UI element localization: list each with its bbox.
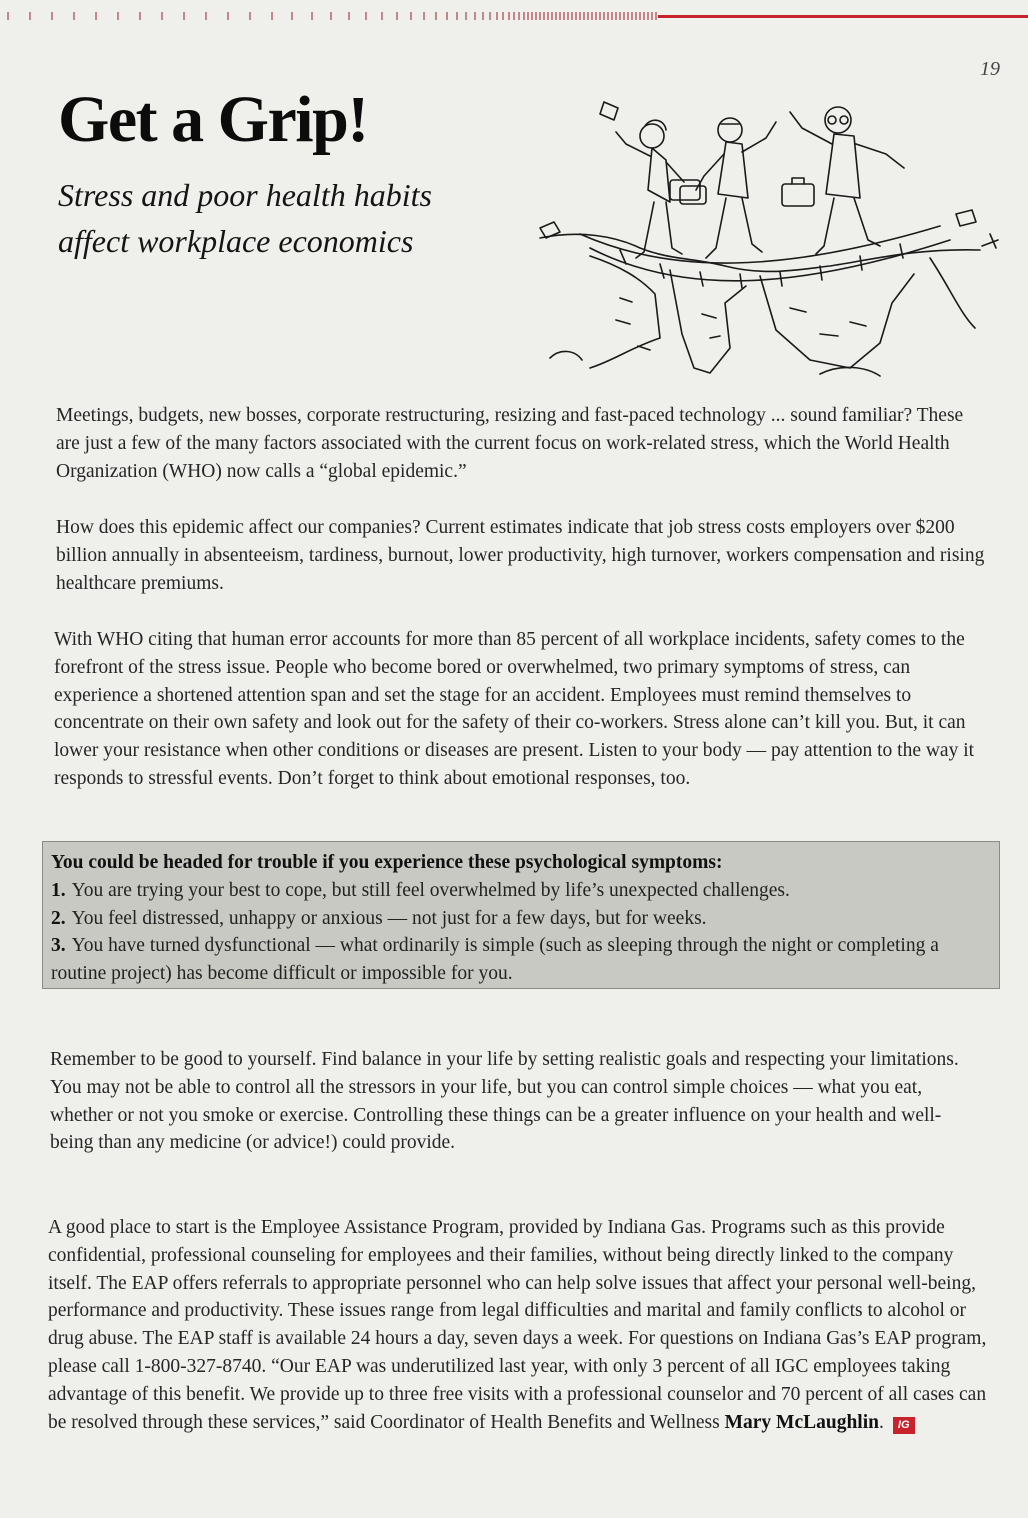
closing-text: A good place to start is the Employee Assistance Program, provided by Indiana Gas. Programs such as this provide confidential, professional counseling for employees and their families, without being directly linked to the company itself. The EAP offers referrals to appropriate personnel who can help solve issues that affect your personal well-being, performance and productivity. These issues range from legal difficulties and marital and family conflicts to alcohol or drug abuse. The EAP staff is available 24 hours a day, seven days a week. For questions on Indiana Gas’s EAP program, please call 1-800-327-8740. “Our EAP was underutilized last year, with only 3 percent of all IGC employees taking advantage of this benefit. We provide up to three free visits with a professional counselor and 70 percent of all cases can be resolved through these services,” said Coordinator of Health Benefits and Wellness [48,1217,987,1433]
symptom-item [51,905,991,933]
subtitle-line: Stress and poor health habits [58,177,432,213]
body-paragraph: How does this epidemic affect our companies? Current estimates indicate that job stress costs employers over $200 billion annually in absenteeism, tardiness, burnout, lower productivity, high turnover, workers compensation and rising healthcare premiums. [56,517,985,594]
body-paragraph-closing [48,1214,998,1436]
symptom-text: You have turned dysfunctional — what ordinarily is simple (such as sleeping through the night or completing a routine project) has become difficult or impossible for you. [51,935,939,985]
cartoon-office-workers-crossing-chasm-icon [520,98,1000,380]
symptom-item [51,932,991,988]
symptom-number: 3. [51,935,66,957]
closing-period: . [878,1411,884,1433]
body-paragraph: Meetings, budgets, new bosses, corporate restructuring, resizing and fast-paced technology ... sound familiar? These are just a few of the many factors associated with the current focus on work-related stress, which the World Health Organization (WHO) now calls a “global epidemic.” [56,405,964,482]
page-number: 19 [980,58,1000,80]
author-name: Mary McLaughlin [724,1411,879,1433]
symptom-item [51,877,991,905]
symptom-text: You feel distressed, unhappy or anxious — not just for a few days, but for weeks. [71,907,707,929]
top-rule-decoration [0,0,1028,30]
symptom-number: 1. [51,879,66,901]
body-paragraph: With WHO citing that human error accounts for more than 85 percent of all workplace incidents, safety comes to the forefront of the stress issue. People who become bored or overwhelmed, two primary symptoms of stress, can experience a shortened attention span and set the stage for an accident. Employees must remind themselves to concentrate on their own safety and look out for the safety of their co-workers. Stress alone can’t kill you. But, it can lower your resistance when other conditions or diseases are present. Listen to your body — pay attention to the way it responds to stressful events. Don’t forget to think about emotional responses, too. [54,629,975,789]
ig-logo-icon: IG [893,1417,915,1434]
symptom-text: You are trying your best to cope, but still feel overwhelmed by life’s unexpected challenges. [71,879,790,901]
symptom-number: 2. [51,907,66,929]
body-paragraph: Remember to be good to yourself. Find balance in your life by setting realistic goals and respecting your limitations. You may not be able to control all the stressors in your life, but you can control simple choices — what you eat, whether or not you smoke or exercise. Controlling these things can be a greater influence on your health and well-being than any medicine (or advice!) could provide. [50,1049,959,1154]
symptoms-callout-box [42,841,1000,989]
page-subtitle [58,172,538,264]
callout-heading: You could be headed for trouble if you experience these psychological symptoms: [51,852,723,873]
page-title: Get a Grip! [58,83,368,156]
subtitle-line: affect workplace economics [58,223,414,259]
